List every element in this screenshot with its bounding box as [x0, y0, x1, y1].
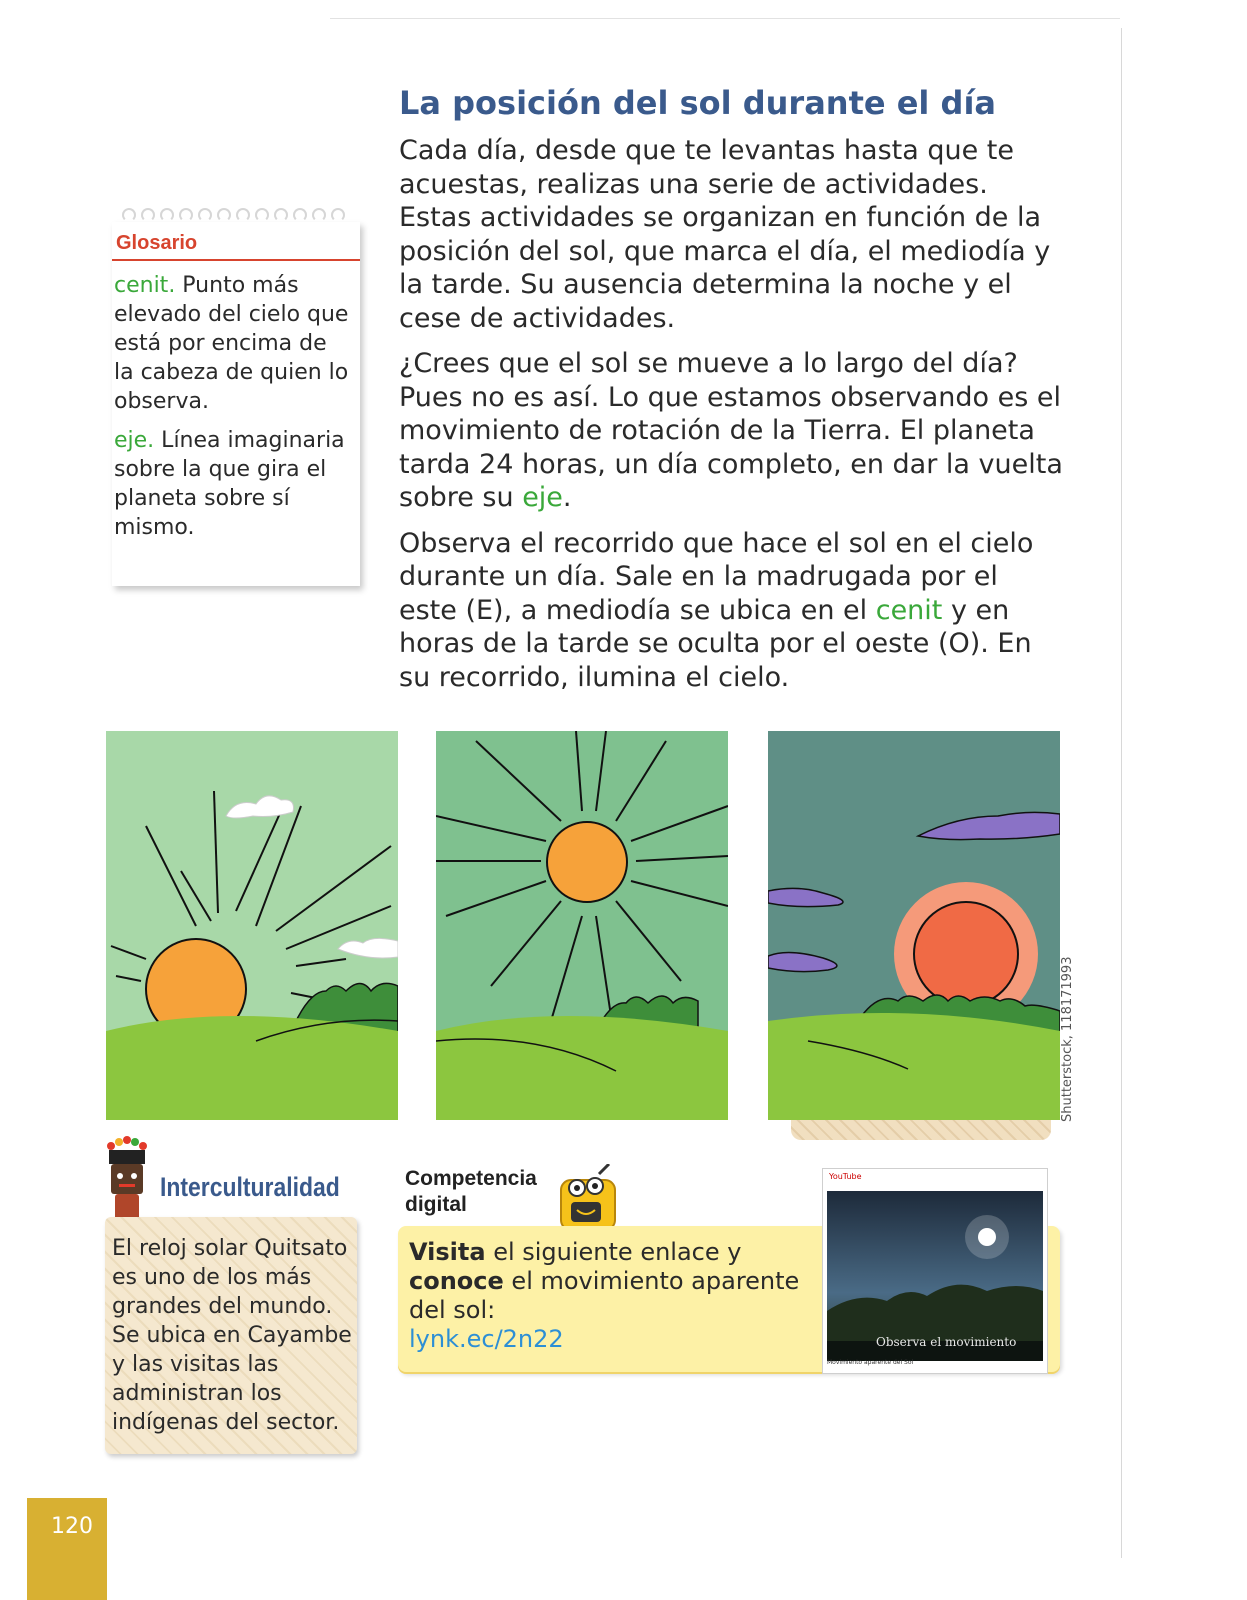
glossary-entry-eje: [114, 426, 352, 542]
illustration-noon: [436, 731, 728, 1120]
video-caption: Observa el movimiento: [876, 1335, 1017, 1349]
verb-conoce: conoce: [409, 1267, 504, 1295]
glossary-term: eje.: [114, 428, 155, 453]
glossary-definition: Línea imaginaria sobre la que gira el planeta sobre sí mismo.: [114, 428, 345, 540]
resource-link[interactable]: lynk.ec/2n22: [409, 1325, 564, 1353]
competencia-text-1: el siguiente enlace y: [485, 1238, 742, 1266]
paragraph-3-end: y en horas de la tarde se oculta por el oeste (O). En su recorrido, ilumina el cielo.: [399, 594, 1032, 693]
right-rule: [1121, 28, 1122, 1558]
keyword-cenit: cenit: [875, 594, 943, 626]
competencia-heading-line2: digital: [405, 1193, 467, 1216]
competencia-heading: [405, 1166, 537, 1218]
paragraph-2: [399, 347, 1064, 515]
top-rule: [330, 18, 1120, 19]
competencia-text: [409, 1238, 819, 1354]
glossary-term: cenit.: [114, 273, 176, 298]
illustration-sunset: [768, 731, 1060, 1120]
image-credit: Shutterstock, 118171993: [1060, 956, 1075, 1122]
glossary-divider: [112, 259, 360, 261]
video-title: Movimiento aparente del Sol: [827, 1359, 914, 1366]
paragraph-1: Cada día, desde que te levantas hasta que te acuestas, realizas una serie de actividades. Estas actividades se organizan en función de la posición del sol, que marca el día, el mediodía y la tarde. Su ausencia determina la noche y el cese de actividades.: [399, 135, 1051, 334]
illustration-sunrise: [106, 731, 398, 1120]
verb-visita: Visita: [409, 1238, 486, 1266]
competencia-text-2: el movimiento aparente del sol:: [409, 1267, 800, 1324]
glossary-heading: Glosario: [116, 232, 198, 254]
glossary-definition: Punto más elevado del cielo que está por encima de la cabeza de quien lo observa.: [114, 273, 349, 414]
page-number-tab: [27, 1498, 107, 1600]
glossary-entry-cenit: [114, 271, 352, 416]
paragraph-2-end: .: [562, 482, 572, 513]
competencia-heading-line1: Competencia: [405, 1167, 537, 1190]
interculturalidad-text: El reloj solar Quitsato es uno de los más grandes del mundo. Se ubica en Cayambe y las visitas las administran los indígenas del sector.: [112, 1236, 352, 1435]
paragraph-2-text: ¿Crees que el sol se mueve a lo largo del día? Pues no es así. Lo que estamos observando es el movimiento de rotación de la Tierra. El planeta tarda 24 horas, un día completo, en dar la vuelta sobre su: [399, 348, 1063, 513]
glossary-card: [112, 222, 360, 586]
main-text: [399, 134, 1064, 706]
spiral-binding-icon: [122, 208, 362, 224]
paragraph-3: [399, 527, 1064, 695]
indigenous-figure-icon: [97, 1136, 157, 1226]
interculturalidad-heading: Interculturalidad: [160, 1172, 340, 1202]
woven-strip: [791, 1120, 1051, 1140]
page-title: La posición del sol durante el día: [399, 84, 996, 122]
paragraph-3-text: Observa el recorrido que hace el sol en el cielo durante un día. Sale en la madrugada por el este (E), a mediodía se ubica en el: [399, 527, 1034, 626]
youtube-logo: YouTube: [829, 1172, 862, 1181]
keyword-eje: eje: [522, 482, 563, 513]
page-number: 120: [51, 1514, 93, 1539]
